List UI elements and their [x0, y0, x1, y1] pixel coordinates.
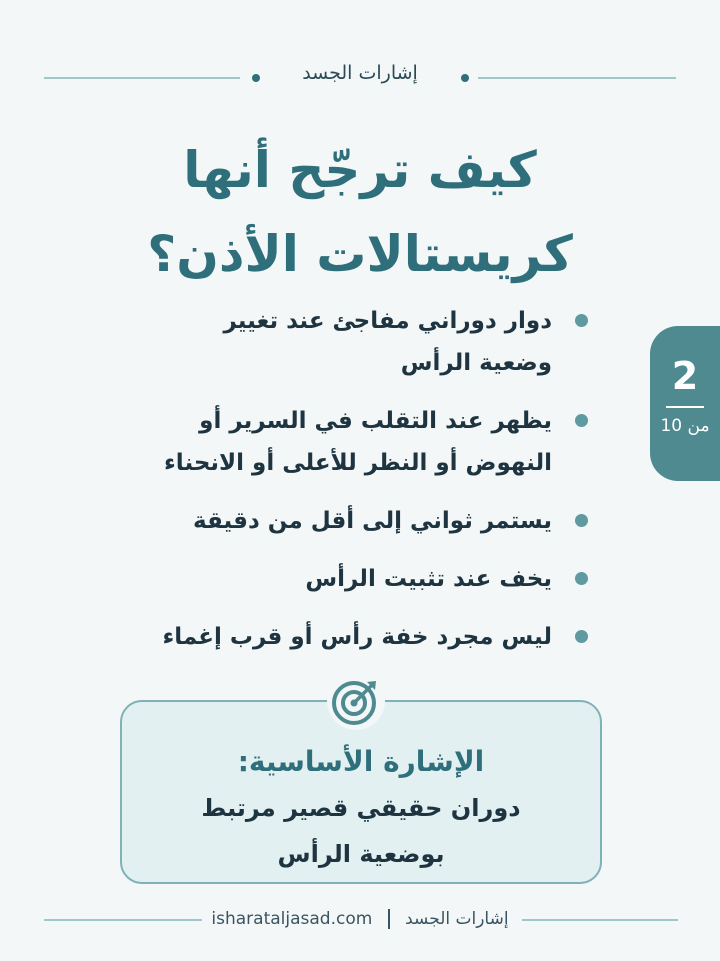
list-item [150, 558, 590, 600]
bullet-list [150, 300, 590, 674]
key-signal-title: الإشارة الأساسية: [237, 745, 485, 778]
page-total: من 10 [660, 416, 710, 436]
footer-divider [388, 909, 390, 929]
list-item [150, 500, 590, 542]
list-item [150, 400, 590, 484]
bullet-dot-icon [575, 314, 588, 327]
key-signal-line-2: بوضعية الرأس [277, 840, 445, 868]
bullet-text: يستمر ثواني إلى أقل من دقيقة [193, 508, 552, 534]
badge-divider [666, 406, 704, 408]
target-icon [327, 672, 385, 730]
footer-website: isharataljasad.com [211, 909, 373, 929]
header-label: إشارات الجسد [302, 62, 418, 84]
bullet-dot-icon [575, 572, 588, 585]
title-line-1: كيف ترجّح أنها [183, 141, 537, 199]
footer-line-right [522, 919, 678, 921]
bullet-text: وضعية الرأس [400, 350, 552, 376]
title-line-2: كريستالات الأذن؟ [147, 225, 573, 283]
page-title [40, 128, 680, 296]
key-signal-line-1: دوران حقيقي قصير مرتبط [201, 794, 521, 822]
bullet-text: النهوض أو النظر للأعلى أو الانحناء [164, 450, 552, 476]
bullet-text: دوار دوراني مفاجئ عند تغيير [223, 308, 552, 334]
bullet-text: يظهر عند التقلب في السرير أو [199, 408, 552, 434]
bullet-dot-icon [575, 514, 588, 527]
bullet-text: يخف عند تثبيت الرأس [305, 566, 552, 592]
header-dot-right [461, 74, 469, 82]
bullet-dot-icon [575, 630, 588, 643]
footer-brand: إشارات الجسد [405, 909, 509, 929]
header-line-right [478, 77, 676, 79]
list-item [150, 300, 590, 384]
bullet-dot-icon [575, 414, 588, 427]
list-item [150, 616, 590, 658]
page-counter-badge [650, 326, 720, 481]
page-number: 2 [671, 354, 699, 398]
bullet-text: ليس مجرد خفة رأس أو قرب إغماء [162, 624, 552, 650]
